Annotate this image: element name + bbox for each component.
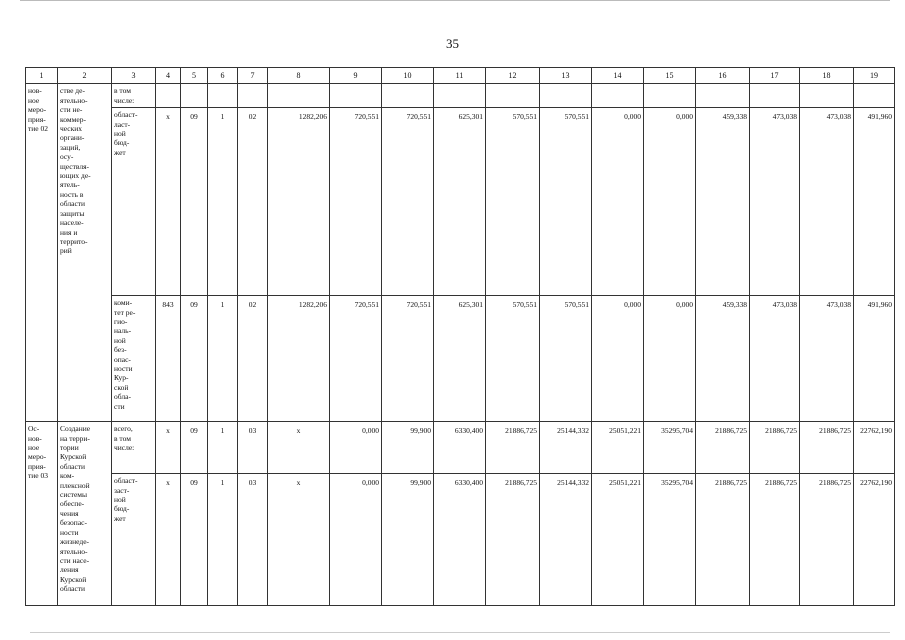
value-cell: 459,338 — [696, 108, 750, 296]
value-cell: 6330,400 — [434, 422, 486, 474]
bottom-rule — [30, 632, 890, 633]
value-cell: 21886,725 — [750, 474, 800, 606]
funding-source-cell: област- заст- ной бюд- жет — [112, 474, 156, 606]
value-cell: 99,900 — [382, 474, 434, 606]
table-row — [26, 422, 895, 474]
value-cell: 1 — [208, 474, 238, 606]
value-cell: х — [156, 474, 181, 606]
header-cell: 6 — [208, 68, 238, 84]
value-cell: 21886,725 — [696, 474, 750, 606]
value-cell: 21886,725 — [800, 474, 854, 606]
value-cell: 6330,400 — [434, 474, 486, 606]
value-cell: 25051,221 — [592, 474, 644, 606]
value-cell: 570,551 — [486, 296, 540, 422]
value-cell — [800, 84, 854, 108]
value-cell: 21886,725 — [800, 422, 854, 474]
value-cell — [268, 84, 330, 108]
value-cell — [208, 84, 238, 108]
value-cell: 0,000 — [592, 108, 644, 296]
value-cell: 720,551 — [330, 108, 382, 296]
value-cell — [238, 84, 268, 108]
header-cell: 14 — [592, 68, 644, 84]
value-cell: 21886,725 — [696, 422, 750, 474]
value-cell: 1 — [208, 108, 238, 296]
value-cell: х — [156, 108, 181, 296]
header-cell: 13 — [540, 68, 592, 84]
value-cell: 09 — [181, 422, 208, 474]
event-description-cell: Создание на терри- тории Курской области ком- плексной системы обеспе- чения безопас- ности жизнеде- ятельно- сти насе- ления Курской области — [58, 422, 112, 606]
value-cell: 35295,704 — [644, 474, 696, 606]
value-cell: 625,301 — [434, 296, 486, 422]
value-cell: 0,000 — [592, 296, 644, 422]
table-body — [26, 84, 895, 606]
value-cell: 625,301 — [434, 108, 486, 296]
funding-source-cell: коми- тет ре- гио- наль- ной без- опас- ности Кур- ской обла- сти — [112, 296, 156, 422]
header-cell: 11 — [434, 68, 486, 84]
value-cell: 25144,332 — [540, 422, 592, 474]
value-cell: 0,000 — [330, 422, 382, 474]
value-cell: 491,960 — [854, 108, 895, 296]
value-cell: 1282,206 — [268, 296, 330, 422]
value-cell: 09 — [181, 296, 208, 422]
value-cell: 0,000 — [644, 296, 696, 422]
header-cell: 4 — [156, 68, 181, 84]
funding-source-cell: всего, в том числе: — [112, 422, 156, 474]
header-row — [26, 68, 895, 84]
header-cell: 8 — [268, 68, 330, 84]
value-cell — [382, 84, 434, 108]
value-cell — [696, 84, 750, 108]
value-cell: 491,960 — [854, 296, 895, 422]
header-cell: 2 — [58, 68, 112, 84]
funding-source-cell: област- ласт- ной бюд- жет — [112, 108, 156, 296]
value-cell: 25144,332 — [540, 474, 592, 606]
value-cell: 1282,206 — [268, 108, 330, 296]
value-cell: 21886,725 — [486, 474, 540, 606]
value-cell: 720,551 — [382, 108, 434, 296]
value-cell: 843 — [156, 296, 181, 422]
table-row — [26, 84, 895, 108]
value-cell: 03 — [238, 474, 268, 606]
value-cell: 570,551 — [486, 108, 540, 296]
table-row — [26, 474, 895, 606]
header-cell: 5 — [181, 68, 208, 84]
value-cell: х — [156, 422, 181, 474]
header-cell: 12 — [486, 68, 540, 84]
value-cell: 22762,190 — [854, 422, 895, 474]
value-cell: х — [268, 474, 330, 606]
value-cell: 459,338 — [696, 296, 750, 422]
value-cell: 473,038 — [800, 296, 854, 422]
value-cell: 02 — [238, 108, 268, 296]
header-cell: 7 — [238, 68, 268, 84]
value-cell: 09 — [181, 108, 208, 296]
value-cell: 0,000 — [644, 108, 696, 296]
value-cell: 570,551 — [540, 296, 592, 422]
value-cell: 1 — [208, 296, 238, 422]
value-cell — [181, 84, 208, 108]
value-cell — [854, 84, 895, 108]
value-cell — [592, 84, 644, 108]
value-cell: 473,038 — [750, 296, 800, 422]
value-cell — [644, 84, 696, 108]
table-row — [26, 296, 895, 422]
value-cell: 570,551 — [540, 108, 592, 296]
value-cell: 22762,190 — [854, 474, 895, 606]
value-cell: 02 — [238, 296, 268, 422]
page-number: 35 — [446, 36, 459, 51]
value-cell: 25051,221 — [592, 422, 644, 474]
value-cell: 21886,725 — [486, 422, 540, 474]
value-cell — [750, 84, 800, 108]
budget-table — [25, 67, 895, 606]
value-cell: 720,551 — [330, 296, 382, 422]
event-number-cell: Ос- нов- ное меро- прия- тие 03 — [26, 422, 58, 606]
value-cell — [156, 84, 181, 108]
funding-source-cell: в том числе: — [112, 84, 156, 108]
value-cell — [486, 84, 540, 108]
header-cell: 9 — [330, 68, 382, 84]
value-cell — [330, 84, 382, 108]
header-cell: 1 — [26, 68, 58, 84]
event-description-cell: стве де- ятельно- сти не- коммер- ческих органи- заций, осу- ществля- ющих де- ятель- ность в области защиты населе- ния и террито- рий — [58, 84, 112, 422]
header-cell: 15 — [644, 68, 696, 84]
value-cell: 473,038 — [800, 108, 854, 296]
top-rule — [20, 0, 890, 1]
value-cell — [434, 84, 486, 108]
value-cell: 03 — [238, 422, 268, 474]
table-row — [26, 108, 895, 296]
value-cell: 1 — [208, 422, 238, 474]
value-cell: х — [268, 422, 330, 474]
header-cell: 17 — [750, 68, 800, 84]
value-cell: 99,900 — [382, 422, 434, 474]
event-number-cell: нов- ное меро- прия- тие 02 — [26, 84, 58, 422]
header-cell: 3 — [112, 68, 156, 84]
value-cell: 35295,704 — [644, 422, 696, 474]
header-cell: 16 — [696, 68, 750, 84]
value-cell: 21886,725 — [750, 422, 800, 474]
value-cell — [540, 84, 592, 108]
value-cell: 0,000 — [330, 474, 382, 606]
value-cell: 09 — [181, 474, 208, 606]
header-cell: 19 — [854, 68, 895, 84]
header-cell: 18 — [800, 68, 854, 84]
header-cell: 10 — [382, 68, 434, 84]
value-cell: 473,038 — [750, 108, 800, 296]
value-cell: 720,551 — [382, 296, 434, 422]
